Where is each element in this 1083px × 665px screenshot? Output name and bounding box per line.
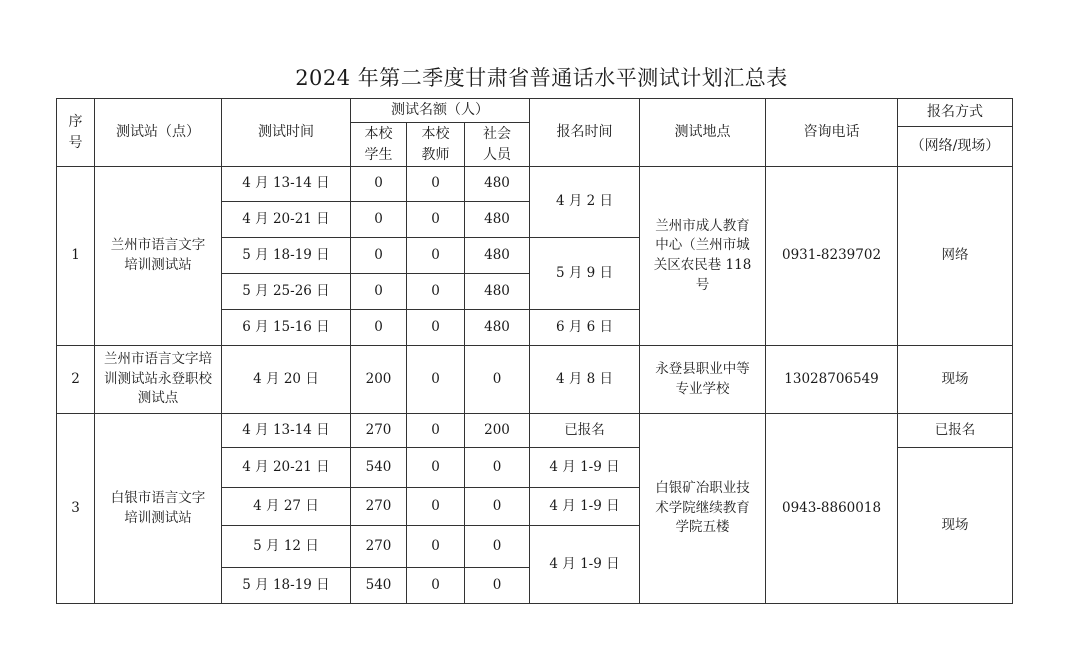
g2-teachers: 0 xyxy=(407,346,465,414)
header-method-sub: （网络/现场） xyxy=(898,127,1013,167)
g1-time: 5 月 18-19 日 xyxy=(222,238,351,274)
header-seq: 序号 xyxy=(57,99,95,167)
g1-reg: 4 月 2 日 xyxy=(530,167,640,238)
g3-teachers: 0 xyxy=(407,526,465,568)
g1-teachers: 0 xyxy=(407,274,465,310)
g3-students: 270 xyxy=(351,526,407,568)
g1-students: 0 xyxy=(351,202,407,238)
g3-time: 4 月 13-14 日 xyxy=(222,414,351,448)
g2-students: 200 xyxy=(351,346,407,414)
g3-reg: 4 月 1-9 日 xyxy=(530,526,640,604)
header-location: 测试地点 xyxy=(640,99,766,167)
g2-reg: 4 月 8 日 xyxy=(530,346,640,414)
g3-teachers: 0 xyxy=(407,448,465,488)
g3-students: 270 xyxy=(351,414,407,448)
g1-reg: 6 月 6 日 xyxy=(530,310,640,346)
g3-reg: 4 月 1-9 日 xyxy=(530,488,640,526)
g2-station: 兰州市语言文字培训测试站永登职校测试点 xyxy=(95,346,222,414)
g3-station: 白银市语言文字培训测试站 xyxy=(95,414,222,604)
g1-teachers: 0 xyxy=(407,310,465,346)
g3-public: 0 xyxy=(465,568,530,604)
g1-students: 0 xyxy=(351,167,407,202)
g3-time: 4 月 20-21 日 xyxy=(222,448,351,488)
header-phone: 咨询电话 xyxy=(766,99,898,167)
g1-public: 480 xyxy=(465,274,530,310)
table-row xyxy=(57,346,1013,414)
g3-time: 4 月 27 日 xyxy=(222,488,351,526)
g1-teachers: 0 xyxy=(407,238,465,274)
g1-reg: 5 月 9 日 xyxy=(530,238,640,310)
g3-method-onsite: 现场 xyxy=(898,448,1013,604)
g3-public: 0 xyxy=(465,448,530,488)
g3-public: 0 xyxy=(465,488,530,526)
g1-public: 480 xyxy=(465,167,530,202)
header-quota-teachers: 本校教师 xyxy=(407,123,465,167)
g3-time: 5 月 12 日 xyxy=(222,526,351,568)
g1-phone: 0931-8239702 xyxy=(766,167,898,346)
g1-station: 兰州市语言文字培训测试站 xyxy=(95,167,222,346)
g3-public: 200 xyxy=(465,414,530,448)
g3-teachers: 0 xyxy=(407,414,465,448)
g3-reg: 4 月 1-9 日 xyxy=(530,448,640,488)
header-row-1 xyxy=(57,99,1013,123)
g1-students: 0 xyxy=(351,310,407,346)
g1-seq: 1 xyxy=(57,167,95,346)
header-quota-group: 测试名额（人） xyxy=(351,99,530,123)
g3-time: 5 月 18-19 日 xyxy=(222,568,351,604)
table-row xyxy=(57,414,1013,448)
g1-time: 4 月 13-14 日 xyxy=(222,167,351,202)
g1-students: 0 xyxy=(351,238,407,274)
g1-location: 兰州市成人教育中心（兰州市城关区农民巷 118 号 xyxy=(640,167,766,346)
g1-public: 480 xyxy=(465,310,530,346)
header-quota-public: 社会人员 xyxy=(465,123,530,167)
g3-method-registered: 已报名 xyxy=(898,414,1013,448)
g1-method: 网络 xyxy=(898,167,1013,346)
g1-time: 5 月 25-26 日 xyxy=(222,274,351,310)
g2-method: 现场 xyxy=(898,346,1013,414)
g3-students: 540 xyxy=(351,448,407,488)
g3-phone: 0943-8860018 xyxy=(766,414,898,604)
g2-public: 0 xyxy=(465,346,530,414)
g3-seq: 3 xyxy=(57,414,95,604)
g3-teachers: 0 xyxy=(407,488,465,526)
header-method: 报名方式 xyxy=(898,99,1013,127)
g3-students: 270 xyxy=(351,488,407,526)
g3-teachers: 0 xyxy=(407,568,465,604)
header-reg-time: 报名时间 xyxy=(530,99,640,167)
g1-public: 480 xyxy=(465,238,530,274)
g3-location: 白银矿冶职业技术学院继续教育学院五楼 xyxy=(640,414,766,604)
g1-time: 6 月 15-16 日 xyxy=(222,310,351,346)
page-title: 2024 年第二季度甘肃省普通话水平测试计划汇总表 xyxy=(295,66,788,90)
table-row xyxy=(57,167,1013,202)
g3-public: 0 xyxy=(465,526,530,568)
g3-reg: 已报名 xyxy=(530,414,640,448)
g1-public: 480 xyxy=(465,202,530,238)
plan-table xyxy=(56,98,1013,604)
g2-seq: 2 xyxy=(57,346,95,414)
g2-time: 4 月 20 日 xyxy=(222,346,351,414)
g2-location: 永登县职业中等专业学校 xyxy=(640,346,766,414)
g1-students: 0 xyxy=(351,274,407,310)
g1-time: 4 月 20-21 日 xyxy=(222,202,351,238)
header-station: 测试站（点） xyxy=(95,99,222,167)
header-quota-students: 本校学生 xyxy=(351,123,407,167)
g2-phone: 13028706549 xyxy=(766,346,898,414)
header-time: 测试时间 xyxy=(222,99,351,167)
g3-students: 540 xyxy=(351,568,407,604)
g1-teachers: 0 xyxy=(407,167,465,202)
g1-teachers: 0 xyxy=(407,202,465,238)
